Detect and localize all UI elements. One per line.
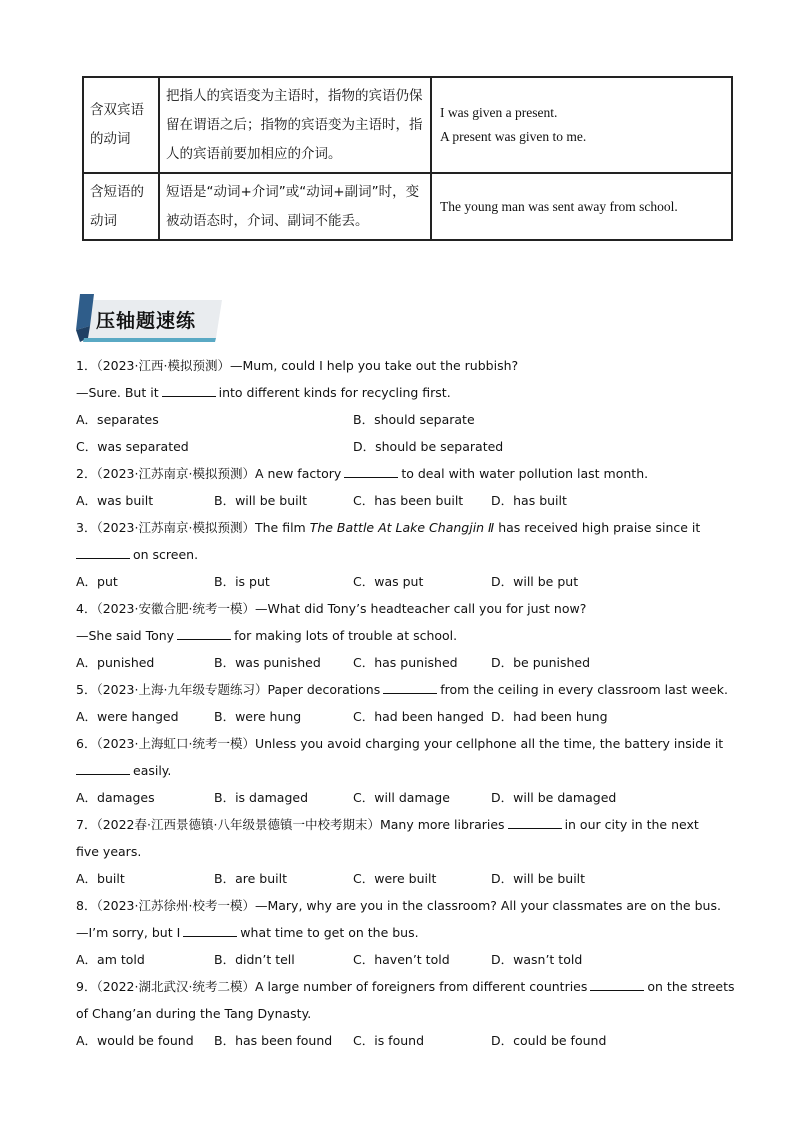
question-stem: Paper decorations [267, 682, 381, 697]
option-b[interactable]: B．were hung [214, 709, 302, 724]
question-source: （2023·江苏徐州·校考一模） [96, 898, 255, 913]
question-source: （2023·安徽合肥·统考一模） [96, 601, 255, 616]
question-stem: Unless you avoid charging your cellphone all the time, the battery inside it [254, 736, 724, 751]
question-line [76, 676, 726, 703]
question-stem: what time to get on the bus. [240, 925, 419, 940]
answer-blank[interactable] [590, 977, 644, 991]
question-stem: has received high praise since it [498, 520, 701, 535]
option-a[interactable]: A．were hanged [76, 709, 179, 724]
question-stem: The film [254, 520, 306, 535]
question-line [76, 730, 726, 757]
question-line [76, 379, 726, 406]
options-row [76, 487, 726, 514]
option-b[interactable]: B．is put [214, 574, 270, 589]
question-line [76, 622, 726, 649]
question-stem: on the streets [647, 979, 735, 994]
question-line [76, 757, 726, 784]
answer-blank[interactable] [383, 680, 437, 694]
option-c[interactable]: C．has punished [353, 655, 458, 670]
example-sentence: The young man was sent away from school. [440, 198, 678, 214]
question-source: （2023·江西·模拟预测） [96, 358, 230, 373]
question-stem: to deal with water pollution last month. [401, 466, 649, 481]
answer-blank[interactable] [76, 545, 130, 559]
option-b[interactable]: B．didn’t tell [214, 952, 295, 967]
table-category: 含短语的动词 [83, 173, 159, 240]
option-a[interactable]: A．was built [76, 493, 154, 508]
question-stem: A large number of foreigners from different countries [254, 979, 588, 994]
option-a[interactable]: A．put [76, 574, 118, 589]
film-title: The Battle At Lake Changjin Ⅱ [309, 520, 495, 535]
option-b[interactable]: B．will be built [214, 493, 307, 508]
option-b[interactable]: B．should separate [353, 412, 475, 427]
option-a[interactable]: A．separates [76, 412, 159, 427]
table-row [83, 173, 732, 240]
answer-blank[interactable] [508, 815, 562, 829]
table-rule: 把指人的宾语变为主语时，指物的宾语仍保留在谓语之后；指物的宾语变为主语时，指人的宾语前要加相应的介词。 [159, 77, 431, 173]
question-stem: five years. [76, 844, 142, 859]
option-a[interactable]: A．punished [76, 655, 155, 670]
options-row [76, 1027, 726, 1054]
table-rule: 短语是“动词+介词”或“动词+副词”时，变被动语态时，介词、副词不能丢。 [159, 173, 431, 240]
question-stem: of Chang’an during the Tang Dynasty. [76, 1006, 312, 1021]
question-stem: for making lots of trouble at school. [234, 628, 458, 643]
question-source: （2022春·江西景德镇·八年级景德镇一中校考期末） [96, 817, 380, 832]
option-a[interactable]: A．am told [76, 952, 145, 967]
option-c[interactable]: C．was separated [76, 439, 189, 454]
option-d[interactable]: D．will be built [491, 871, 586, 886]
option-a[interactable]: A．damages [76, 790, 155, 805]
question-number: 8． [76, 898, 97, 913]
question-line [76, 973, 735, 1000]
question-number: 2． [76, 466, 97, 481]
option-b[interactable]: B．was punished [214, 655, 321, 670]
question-stem: easily. [133, 763, 172, 778]
question-list [76, 352, 735, 1054]
question-line [76, 811, 726, 838]
question-line [76, 541, 726, 568]
section-title: 压轴题速练 [96, 310, 197, 332]
option-c[interactable]: C．were built [353, 871, 437, 886]
question-number: 6． [76, 736, 97, 751]
question-stem: —I’m sorry, but I [76, 925, 181, 940]
option-d[interactable]: D．could be found [491, 1033, 607, 1048]
question-line [76, 1000, 726, 1027]
option-d[interactable]: D．should be separated [353, 439, 504, 454]
question-stem: from the ceiling in every classroom last week. [440, 682, 728, 697]
question-number: 4． [76, 601, 97, 616]
options-row [76, 406, 726, 433]
table-category: 含双宾语的动词 [83, 77, 159, 173]
question-number: 7． [76, 817, 97, 832]
question-line [76, 919, 726, 946]
options-row [76, 433, 726, 460]
answer-blank[interactable] [162, 383, 216, 397]
question-stem: —Mum, could I help you take out the rubbish? [229, 358, 519, 373]
question-stem: A new factory [254, 466, 342, 481]
question-stem: in our city in the next [564, 817, 699, 832]
question-source: （2023·江苏南京·模拟预测） [96, 466, 255, 481]
question-line [76, 514, 726, 541]
option-d[interactable]: D．has built [491, 493, 567, 508]
option-d[interactable]: D．will be put [491, 574, 579, 589]
question-source: （2023·江苏南京·模拟预测） [96, 520, 255, 535]
question-stem: —Mary, why are you in the classroom? All your classmates are on the bus. [254, 898, 721, 913]
question-number: 3． [76, 520, 97, 535]
example-sentence: I was given a present. [440, 105, 558, 120]
question-source: （2022·湖北武汉·统考二模） [96, 979, 255, 994]
question-line [76, 838, 726, 865]
question-source: （2023·上海·九年级专题练习） [96, 682, 268, 697]
option-b[interactable]: B．is damaged [214, 790, 309, 805]
question-source: （2023·上海虹口·统考一模） [96, 736, 255, 751]
question-stem: on screen. [133, 547, 199, 562]
options-row [76, 946, 726, 973]
section-banner [76, 294, 226, 344]
question-stem: into different kinds for recycling first. [218, 385, 451, 400]
question-stem: —Sure. But it [76, 385, 159, 400]
option-c[interactable]: C．has been built [353, 493, 464, 508]
option-a[interactable]: A．would be found [76, 1033, 194, 1048]
grammar-table [82, 76, 733, 241]
options-row [76, 865, 726, 892]
question-line [76, 595, 726, 622]
table-examples [431, 77, 732, 173]
answer-blank[interactable] [177, 626, 231, 640]
question-number: 9． [76, 979, 97, 994]
options-row [76, 784, 726, 811]
table-row [83, 77, 732, 173]
options-row [76, 703, 726, 730]
example-sentence: A present was given to me. [440, 129, 587, 144]
option-c[interactable]: C．is found [353, 1033, 425, 1048]
question-stem: Many more libraries [379, 817, 505, 832]
answer-blank[interactable] [344, 464, 398, 478]
question-line [76, 892, 726, 919]
option-d[interactable]: D．wasn’t told [491, 952, 583, 967]
table-examples [431, 173, 732, 240]
option-c[interactable]: C．was put [353, 574, 424, 589]
option-c[interactable]: C．will damage [353, 790, 450, 805]
options-row [76, 568, 726, 595]
option-a[interactable]: A．built [76, 871, 125, 886]
option-d[interactable]: D．will be damaged [491, 790, 617, 805]
question-number: 5． [76, 682, 97, 697]
question-number: 1． [76, 358, 97, 373]
option-c[interactable]: C．haven’t told [353, 952, 450, 967]
answer-blank[interactable] [183, 923, 237, 937]
question-stem: —What did Tony’s headteacher call you for just now? [254, 601, 587, 616]
question-line [76, 460, 726, 487]
option-c[interactable]: C．had been hanged [353, 709, 484, 724]
option-b[interactable]: B．are built [214, 871, 287, 886]
options-row [76, 649, 726, 676]
option-d[interactable]: D．be punished [491, 655, 591, 670]
answer-blank[interactable] [76, 761, 130, 775]
question-line [76, 352, 726, 379]
option-b[interactable]: B．has been found [214, 1033, 333, 1048]
question-stem: —She said Tony [76, 628, 175, 643]
option-d[interactable]: D．had been hung [491, 709, 608, 724]
